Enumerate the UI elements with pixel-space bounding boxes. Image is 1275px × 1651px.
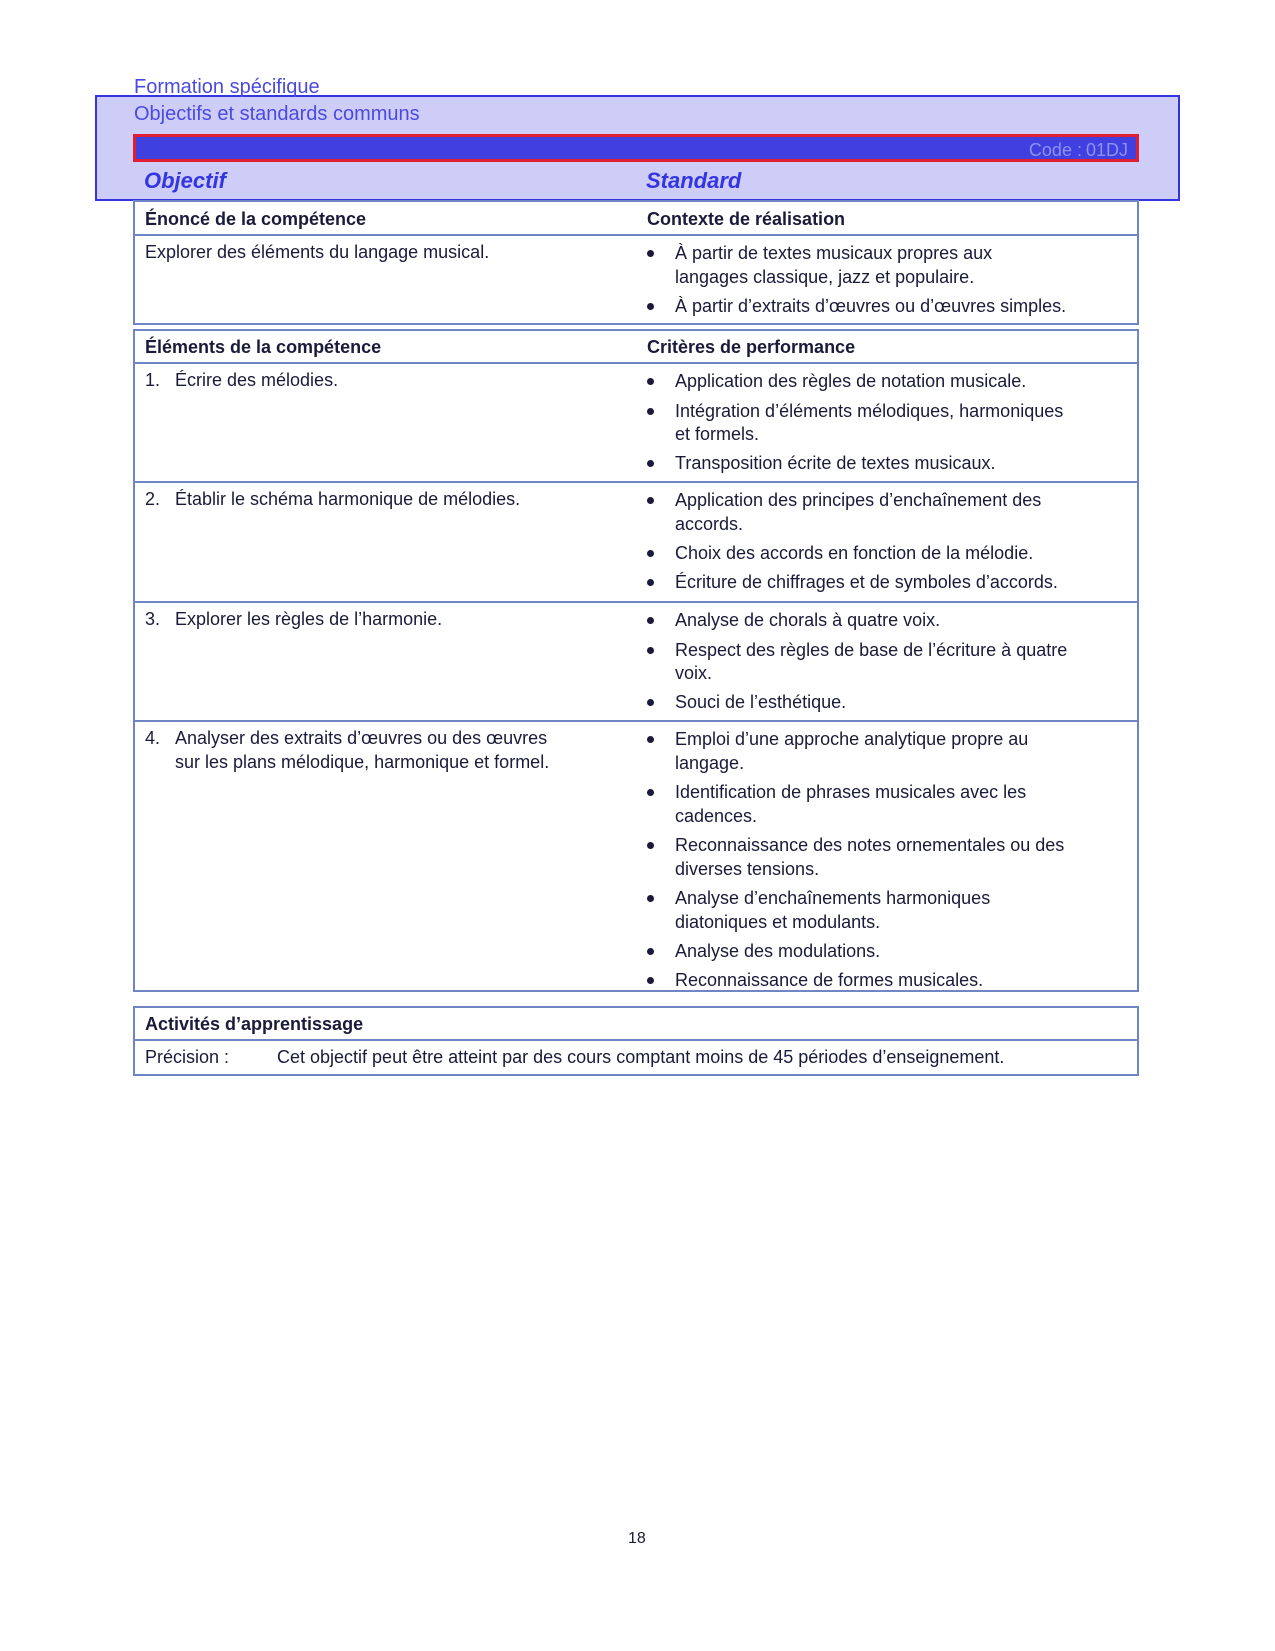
objectif-heading: Objectif <box>144 168 226 193</box>
code-value: 01DJ <box>1085 140 1128 160</box>
element-text: Analyser des extraits d’œuvres ou des œuvres <box>175 728 548 748</box>
bullet-icon <box>647 789 654 796</box>
contexte-heading: Contexte de réalisation <box>647 209 846 229</box>
critere-line1: Souci de l’esthétique. <box>675 692 847 712</box>
bullet-icon <box>647 408 654 415</box>
critere-line1: Analyse des modulations. <box>675 941 881 961</box>
activites-box <box>133 1006 1139 1076</box>
bullet-icon <box>647 948 654 955</box>
critere-line1: Intégration d’éléments mélodiques, harmoniques <box>675 401 1064 421</box>
element-text: Explorer les règles de l’harmonie. <box>175 609 443 629</box>
elements-box <box>133 329 1139 992</box>
bullet-icon <box>647 378 654 385</box>
activites-header-row <box>135 1008 1137 1041</box>
element-row <box>135 603 1137 722</box>
elements-header-row <box>135 331 1137 364</box>
element-text: Écrire des mélodies. <box>175 370 339 390</box>
critere-line1: Application des règles de notation musicale. <box>675 371 1027 391</box>
standard-heading: Standard <box>646 168 742 193</box>
critere-line2: langage. <box>675 753 745 773</box>
competence-body-row <box>135 236 1137 324</box>
bullet-icon <box>647 617 654 624</box>
element-row <box>135 722 1137 990</box>
bullet-icon <box>647 579 654 586</box>
contexte-item-line2: langages classique, jazz et populaire. <box>675 267 975 287</box>
critere-line1: Analyse de chorals à quatre voix. <box>675 610 941 630</box>
critere-line1: Application des principes d’enchaînement des <box>675 490 1042 510</box>
element-row <box>135 483 1137 603</box>
bullet-icon <box>647 977 654 984</box>
elements-heading: Éléments de la compétence <box>145 337 382 357</box>
critere-line1: Emploi d’une approche analytique propre au <box>675 729 1029 749</box>
activites-heading: Activités d’apprentissage <box>145 1014 364 1034</box>
bullet-icon <box>647 497 654 504</box>
critere-line1: Reconnaissance de formes musicales. <box>675 970 984 990</box>
critere-line2: diverses tensions. <box>675 859 820 879</box>
enonce-heading: Énoncé de la compétence <box>145 209 367 229</box>
precision-text: Cet objectif peut être atteint par des cours comptant moins de 45 périodes d’enseignement. <box>277 1047 1005 1067</box>
critere-line1: Analyse d’enchaînements harmoniques <box>675 888 991 908</box>
bullet-icon <box>647 699 654 706</box>
code-label-group <box>1025 140 1128 161</box>
critere-line2: accords. <box>675 514 744 534</box>
element-number: 1. <box>145 370 161 390</box>
element-row <box>135 364 1137 483</box>
bullet-icon <box>647 460 654 467</box>
critere-line1: Identification de phrases musicales avec les <box>675 782 1027 802</box>
element-number: 3. <box>145 609 161 629</box>
precision-label: Précision : <box>145 1047 230 1067</box>
bullet-icon <box>647 647 654 654</box>
bullet-icon <box>647 303 654 310</box>
competence-header-row <box>135 202 1137 236</box>
criteres-heading: Critères de performance <box>647 337 856 357</box>
code-bar <box>133 134 1139 162</box>
activites-body-row <box>135 1041 1137 1076</box>
element-number: 4. <box>145 728 161 748</box>
critere-line1: Choix des accords en fonction de la mélodie. <box>675 543 1034 563</box>
contexte-item-line1: À partir de textes musicaux propres aux <box>675 243 993 263</box>
bullet-icon <box>647 895 654 902</box>
critere-line2: diatoniques et modulants. <box>675 912 881 932</box>
critere-line1: Écriture de chiffrages et de symboles d’accords. <box>675 572 1058 592</box>
code-label: Code : <box>1028 140 1082 160</box>
critere-line2: cadences. <box>675 806 758 826</box>
bullet-icon <box>647 842 654 849</box>
bullet-icon <box>647 550 654 557</box>
critere-line2: et formels. <box>675 424 760 444</box>
critere-line2: voix. <box>675 663 713 683</box>
contexte-item-line1: À partir d’extraits d’œuvres ou d’œuvres simples. <box>675 296 1067 316</box>
formation-title: Formation spécifique <box>134 76 320 98</box>
element-number: 2. <box>145 489 161 509</box>
critere-line1: Respect des règles de base de l’écriture à quatre <box>675 640 1068 660</box>
objectifs-title: Objectifs et standards communs <box>134 103 420 125</box>
enonce-text: Explorer des éléments du langage musical. <box>145 242 490 262</box>
competence-box <box>133 200 1139 325</box>
bullet-icon <box>647 250 654 257</box>
bullet-icon <box>647 736 654 743</box>
page-number: 18 <box>628 1530 646 1547</box>
element-text-line2: sur les plans mélodique, harmonique et formel. <box>175 752 550 772</box>
critere-line1: Reconnaissance des notes ornementales ou des <box>675 835 1065 855</box>
critere-line1: Transposition écrite de textes musicaux. <box>675 453 996 473</box>
element-text: Établir le schéma harmonique de mélodies. <box>175 489 521 509</box>
